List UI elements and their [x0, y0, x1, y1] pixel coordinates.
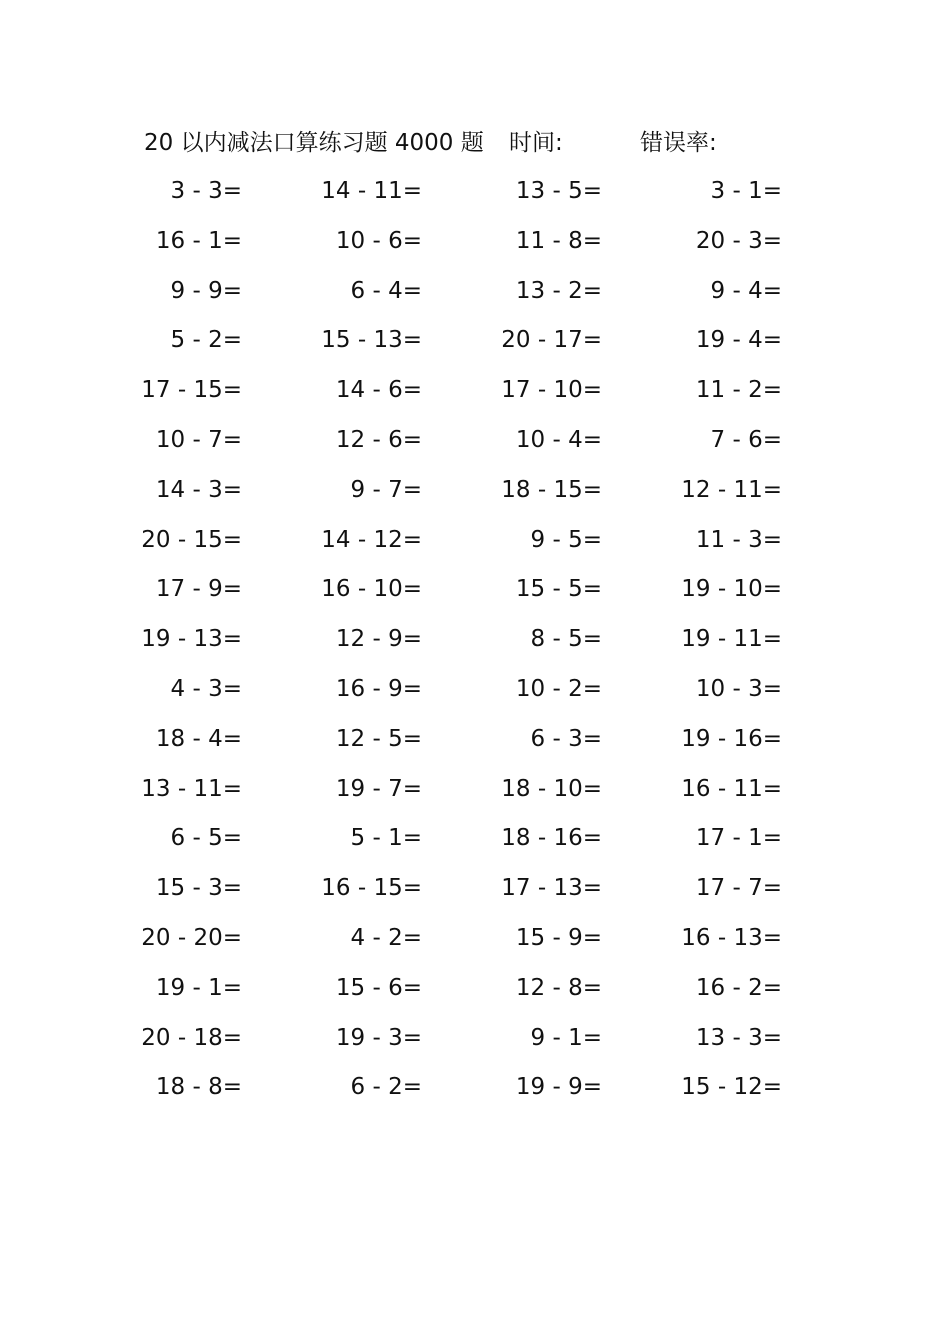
- problem-row: [0, 870, 950, 920]
- problem-item: 16 - 10=: [321, 576, 422, 603]
- problem-row: [0, 920, 950, 970]
- problem-row: [0, 820, 950, 870]
- worksheet-header: [0, 126, 950, 160]
- problem-item: 13 - 3=: [695, 1024, 782, 1051]
- problem-item: 15 - 13=: [321, 327, 422, 354]
- problem-item: 17 - 10=: [501, 377, 602, 404]
- problem-item: 12 - 11=: [681, 476, 782, 503]
- problem-row: [0, 522, 950, 572]
- problem-item: 5 - 2=: [170, 327, 242, 354]
- problem-item: 5 - 1=: [350, 825, 422, 852]
- problem-row: [0, 1020, 950, 1070]
- problem-item: 12 - 5=: [335, 725, 422, 752]
- problem-grid: [0, 173, 950, 1119]
- error-rate-label: 错误率:: [640, 130, 717, 156]
- problem-item: 6 - 4=: [350, 277, 422, 304]
- problem-item: 17 - 1=: [695, 825, 782, 852]
- problem-item: 11 - 8=: [515, 227, 602, 254]
- problem-item: 17 - 7=: [695, 875, 782, 902]
- time-label: 时间:: [509, 130, 563, 156]
- problem-item: 4 - 3=: [170, 675, 242, 702]
- problem-item: 8 - 5=: [530, 626, 602, 653]
- problem-item: 17 - 15=: [141, 377, 242, 404]
- problem-item: 7 - 6=: [710, 426, 782, 453]
- problem-item: 11 - 2=: [695, 377, 782, 404]
- problem-item: 9 - 7=: [350, 476, 422, 503]
- problem-item: 15 - 5=: [515, 576, 602, 603]
- problem-row: [0, 472, 950, 522]
- problem-item: 16 - 11=: [681, 775, 782, 802]
- problem-row: [0, 621, 950, 671]
- problem-item: 20 - 3=: [695, 227, 782, 254]
- problem-row: [0, 771, 950, 821]
- problem-item: 19 - 10=: [681, 576, 782, 603]
- problem-item: 10 - 3=: [695, 675, 782, 702]
- problem-item: 14 - 3=: [155, 476, 242, 503]
- problem-item: 19 - 3=: [335, 1024, 422, 1051]
- problem-item: 19 - 7=: [335, 775, 422, 802]
- problem-item: 14 - 12=: [321, 526, 422, 553]
- problem-item: 16 - 15=: [321, 875, 422, 902]
- problem-item: 3 - 1=: [710, 178, 782, 204]
- problem-item: 15 - 3=: [155, 875, 242, 902]
- problem-item: 13 - 5=: [515, 178, 602, 204]
- problem-item: 12 - 8=: [515, 974, 602, 1001]
- problem-item: 14 - 6=: [335, 377, 422, 404]
- problem-item: 6 - 5=: [170, 825, 242, 852]
- problem-item: 16 - 2=: [695, 974, 782, 1001]
- problem-item: 14 - 11=: [321, 178, 422, 204]
- problem-item: 20 - 18=: [141, 1024, 242, 1051]
- problem-item: 9 - 9=: [170, 277, 242, 304]
- worksheet-title: 20 以内减法口算练习题 4000 题: [144, 130, 484, 156]
- problem-row: [0, 223, 950, 273]
- problem-item: 18 - 16=: [501, 825, 602, 852]
- problem-item: 11 - 3=: [695, 526, 782, 553]
- problem-item: 19 - 11=: [681, 626, 782, 653]
- problem-item: 18 - 4=: [155, 725, 242, 752]
- problem-row: [0, 1069, 950, 1119]
- problem-item: 16 - 13=: [681, 924, 782, 951]
- problem-item: 19 - 13=: [141, 626, 242, 653]
- problem-row: [0, 721, 950, 771]
- problem-item: 12 - 6=: [335, 426, 422, 453]
- problem-item: 19 - 16=: [681, 725, 782, 752]
- problem-item: 18 - 8=: [155, 1074, 242, 1101]
- problem-row: [0, 322, 950, 372]
- problem-row: [0, 173, 950, 223]
- problem-item: 20 - 20=: [141, 924, 242, 951]
- problem-item: 10 - 4=: [515, 426, 602, 453]
- problem-row: [0, 970, 950, 1020]
- problem-item: 17 - 9=: [155, 576, 242, 603]
- problem-row: [0, 571, 950, 621]
- problem-item: 4 - 2=: [350, 924, 422, 951]
- problem-item: 9 - 4=: [710, 277, 782, 304]
- problem-item: 20 - 17=: [501, 327, 602, 354]
- problem-item: 13 - 11=: [141, 775, 242, 802]
- problem-item: 18 - 10=: [501, 775, 602, 802]
- problem-item: 6 - 3=: [530, 725, 602, 752]
- problem-item: 16 - 9=: [335, 675, 422, 702]
- problem-item: 15 - 6=: [335, 974, 422, 1001]
- problem-row: [0, 372, 950, 422]
- problem-item: 10 - 6=: [335, 227, 422, 254]
- problem-item: 9 - 1=: [530, 1024, 602, 1051]
- problem-item: 12 - 9=: [335, 626, 422, 653]
- problem-item: 6 - 2=: [350, 1074, 422, 1101]
- problem-item: 17 - 13=: [501, 875, 602, 902]
- problem-item: 9 - 5=: [530, 526, 602, 553]
- problem-row: [0, 671, 950, 721]
- problem-item: 13 - 2=: [515, 277, 602, 304]
- problem-item: 19 - 9=: [515, 1074, 602, 1101]
- problem-item: 20 - 15=: [141, 526, 242, 553]
- problem-item: 15 - 12=: [681, 1074, 782, 1101]
- problem-item: 15 - 9=: [515, 924, 602, 951]
- problem-item: 10 - 2=: [515, 675, 602, 702]
- problem-row: [0, 273, 950, 323]
- problem-row: [0, 422, 950, 472]
- problem-item: 19 - 1=: [155, 974, 242, 1001]
- problem-item: 19 - 4=: [695, 327, 782, 354]
- problem-item: 16 - 1=: [155, 227, 242, 254]
- problem-item: 3 - 3=: [170, 178, 242, 204]
- problem-item: 10 - 7=: [155, 426, 242, 453]
- problem-item: 18 - 15=: [501, 476, 602, 503]
